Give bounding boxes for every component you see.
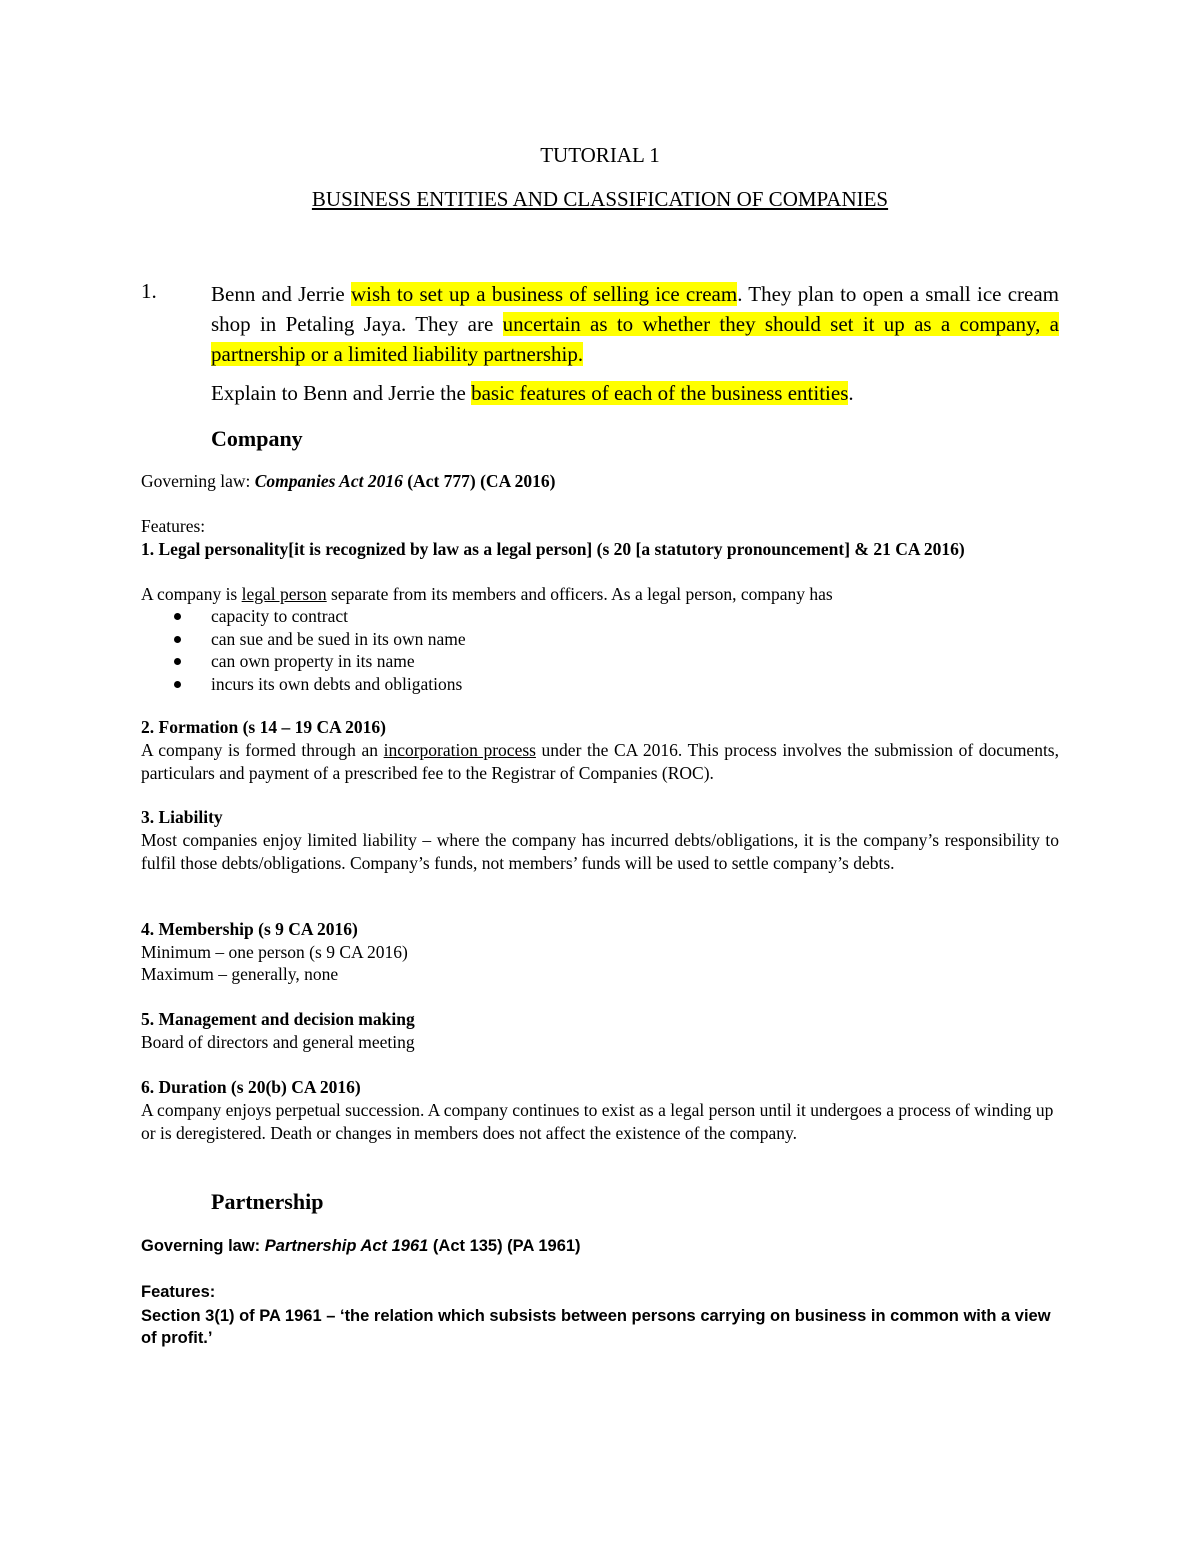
- company-features-label: Features:: [141, 516, 206, 536]
- company-heading: Company: [211, 426, 303, 451]
- feature-1-text: A company is legal person separate from its members and officers. As a legal person, company has: [141, 584, 833, 604]
- list-item: can sue and be sued in its own name: [141, 628, 1059, 651]
- feature-1-heading: 1. Legal personality[it is recognized by law as a legal person] (s 20 [a statutory pronouncement] & 21 CA 2016): [141, 539, 965, 559]
- partnership-heading: Partnership: [211, 1189, 324, 1214]
- document-title: TUTORIAL 1: [540, 143, 660, 167]
- document-subtitle: BUSINESS ENTITIES AND CLASSIFICATION OF COMPANIES: [311, 187, 889, 211]
- partnership-act-name: Partnership Act 1961: [264, 1237, 429, 1255]
- feature-5-heading: 5. Management and decision making: [141, 1009, 415, 1029]
- feature-1-bullets: [141, 605, 1059, 695]
- company-governing-law: Governing law: Companies Act 2016 (Act 777) (CA 2016): [141, 471, 556, 491]
- feature-3-heading: 3. Liability: [141, 807, 223, 827]
- companies-act-name: Companies Act 2016: [254, 471, 403, 491]
- partnership-governing-law: Governing law: Partnership Act 1961 (Act 135) (PA 1961): [141, 1237, 581, 1255]
- highlight-business: wish to set up a business of selling ice cream: [351, 282, 738, 306]
- feature-4-heading: 4. Membership (s 9 CA 2016): [141, 919, 358, 939]
- feature-4-minimum: Minimum – one person (s 9 CA 2016): [141, 942, 408, 962]
- feature-2-text: A company is formed through an incorporation process under the CA 2016. This process involves the submission of documents, particulars and payment of a prescribed fee to the Registrar of Companies (ROC).: [141, 740, 1059, 783]
- partnership-section-3-1: Section 3(1) of PA 1961 – ‘the relation which subsists between persons carrying on business in common with a view of profit.’: [141, 1307, 1051, 1347]
- question-paragraph: Benn and Jerrie wish to set up a business of selling ice cream. They plan to open a small ice cream shop in Petaling Jaya. They are uncertain as to whether they should set it up as a company, a partnership or a limited liability partnership.: [211, 282, 1059, 366]
- bullet-icon: [174, 658, 181, 665]
- feature-6-text: A company enjoys perpetual succession. A company continues to exist as a legal person until it undergoes a process of winding up or is deregistered. Death or changes in members does not affect the existence of the company.: [141, 1100, 1054, 1143]
- question-number: 1.: [141, 279, 157, 303]
- feature-5-text: Board of directors and general meeting: [141, 1032, 415, 1052]
- highlight-features: basic features of each of the business entities: [471, 381, 849, 405]
- list-item: incurs its own debts and obligations: [141, 673, 1059, 696]
- feature-2-heading: 2. Formation (s 14 – 19 CA 2016): [141, 717, 386, 737]
- feature-6-heading: 6. Duration (s 20(b) CA 2016): [141, 1077, 361, 1097]
- feature-3-text: Most companies enjoy limited liability – where the company has incurred debts/obligations, it is the company’s responsibility to fulfil those debts/obligations. Company’s funds, not members’ funds will be used to settle company’s debts.: [141, 830, 1059, 873]
- feature-4-maximum: Maximum – generally, none: [141, 964, 339, 984]
- bullet-icon: [174, 681, 181, 688]
- question-instruction: Explain to Benn and Jerrie the basic features of each of the business entities.: [211, 381, 854, 405]
- bullet-icon: [174, 613, 181, 620]
- list-item: capacity to contract: [141, 605, 1059, 628]
- highlight-uncertain: uncertain as to whether they should set it up as a company, a partnership or a limited liability partnership.: [211, 312, 1059, 366]
- partnership-features-label: Features:: [141, 1283, 216, 1301]
- bullet-icon: [174, 636, 181, 643]
- list-item: can own property in its name: [141, 650, 1059, 673]
